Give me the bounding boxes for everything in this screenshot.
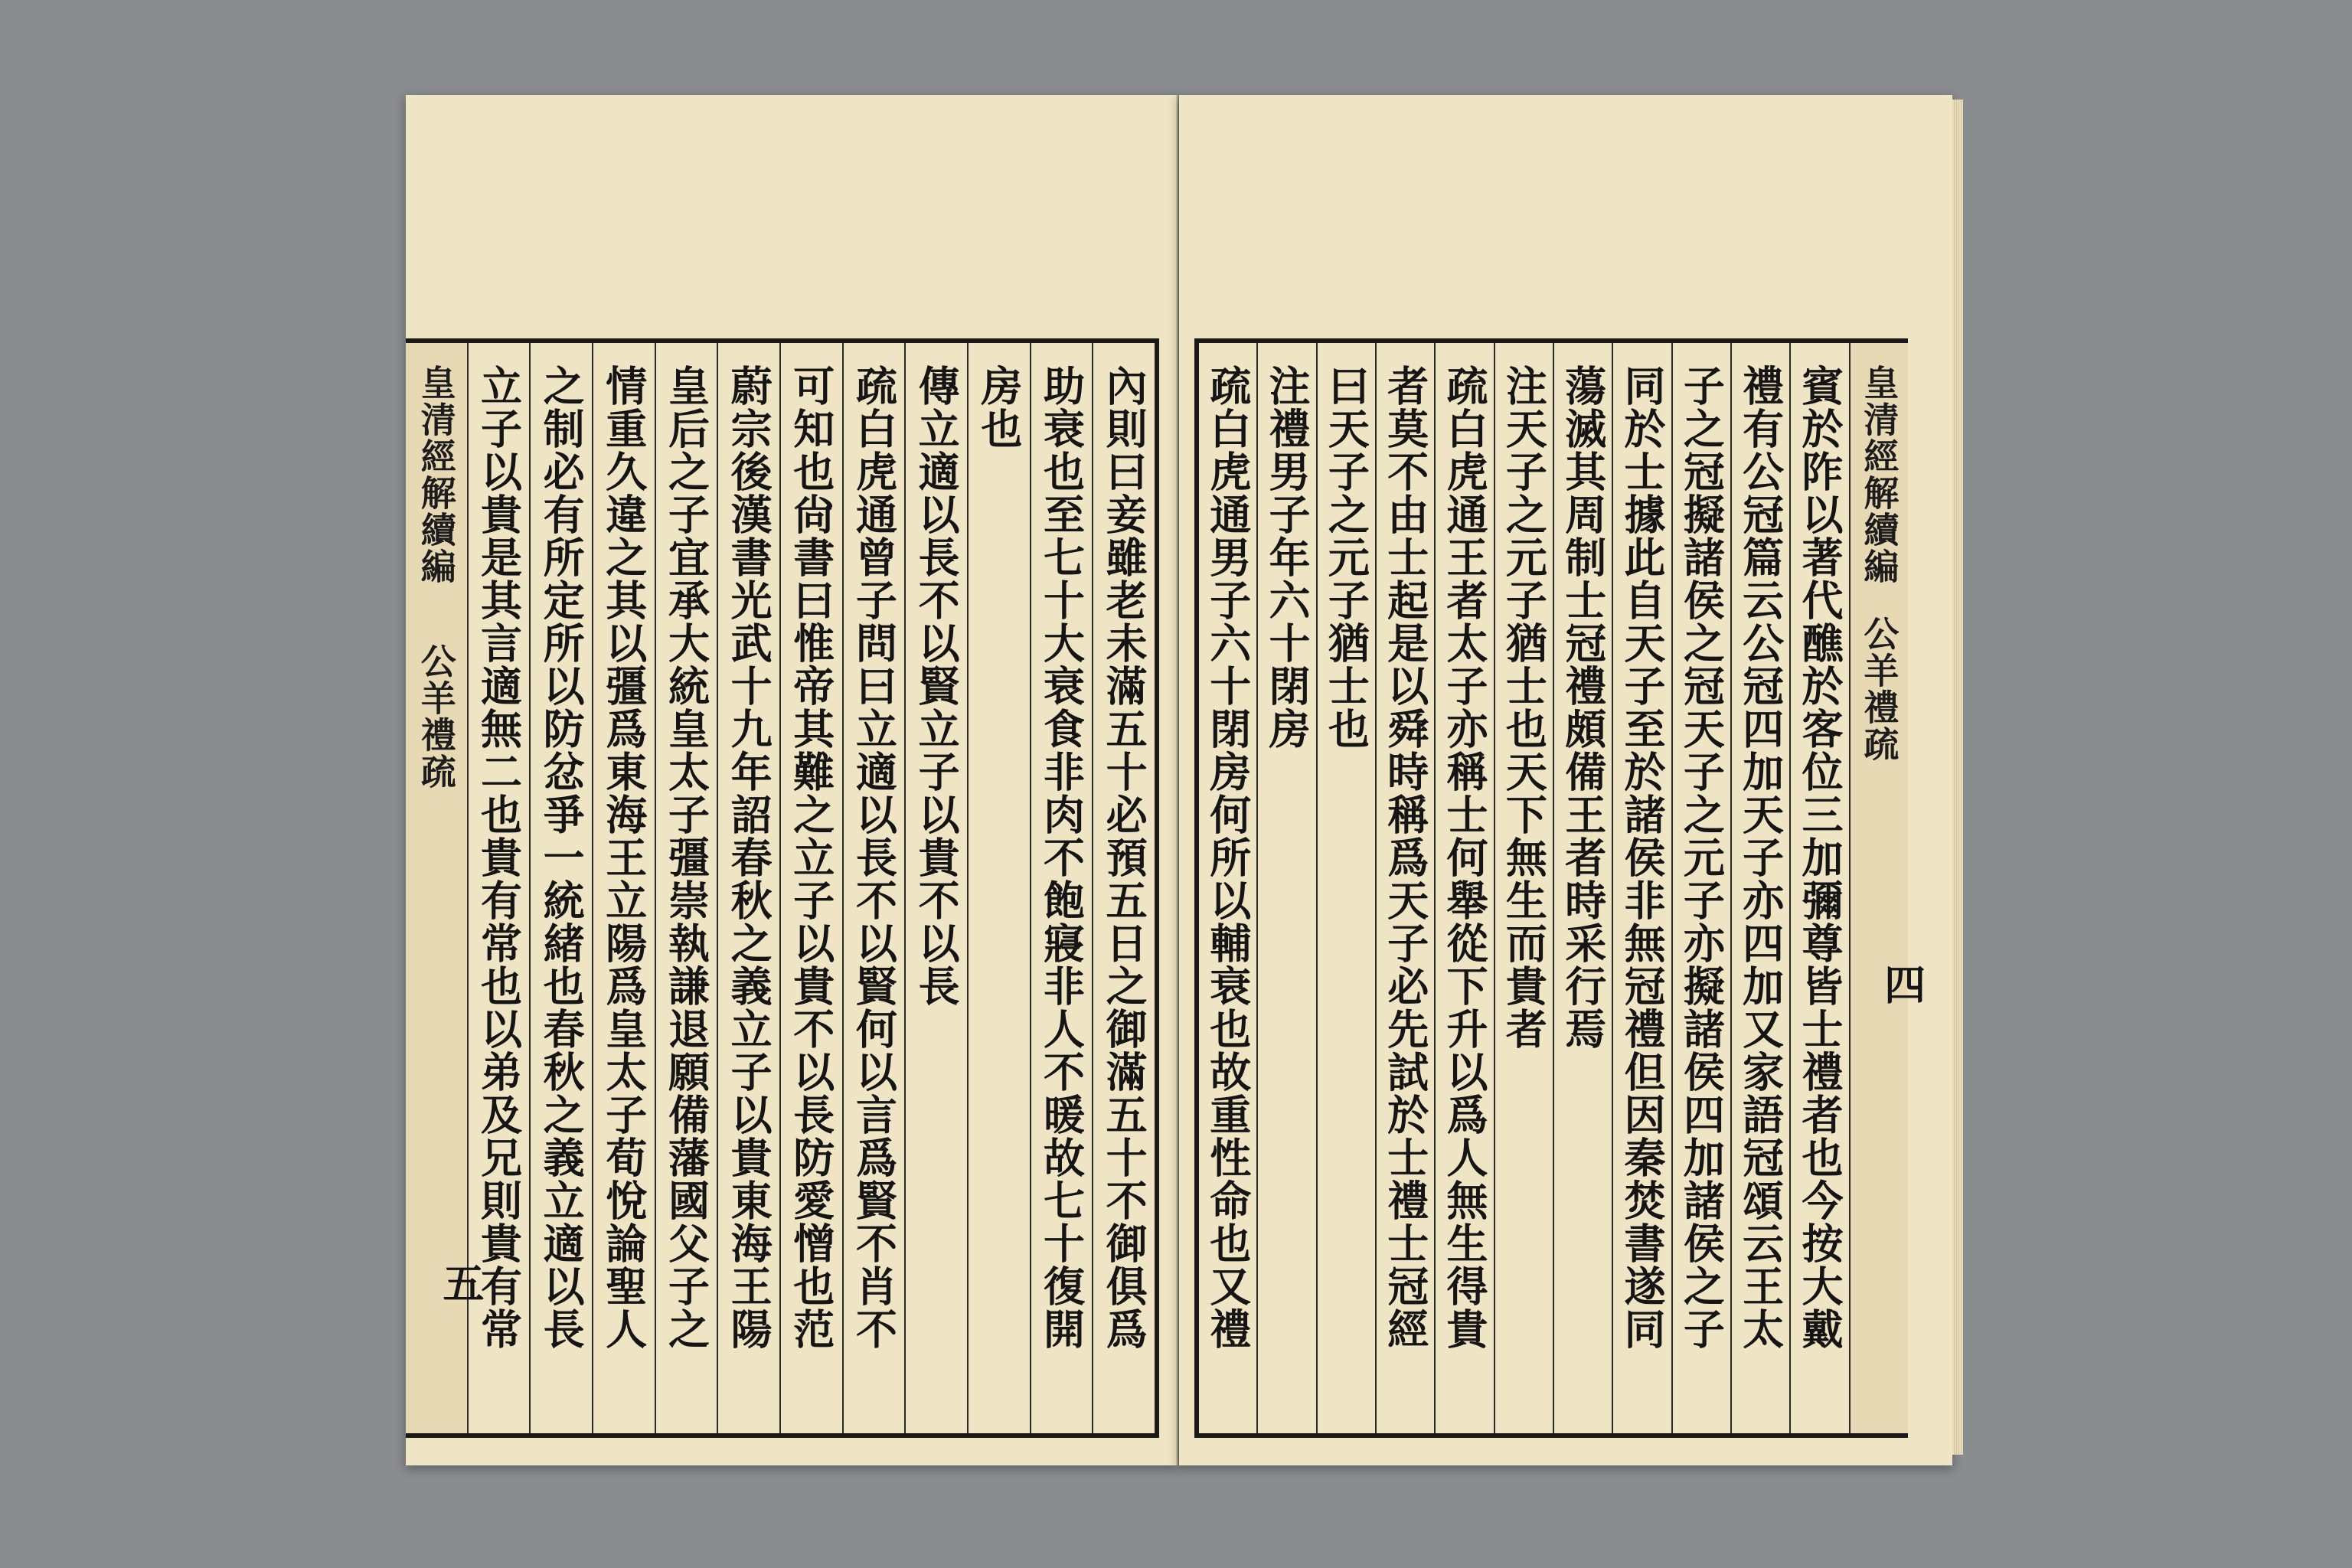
left-column-text: 傳立適以長不以賢立子以貴不以長 [912,364,962,1008]
left-column-text: 之制必有所定所以防忿爭一統緒也春秋之義立適以長 [537,364,586,1351]
right-column-text: 者莫不由士起是以舜時稱爲天子必先試於士禮士冠經 [1380,364,1430,1351]
right-text-frame [1194,338,1927,1438]
left-column-text: 立子以貴是其言適無二也貴有常也以弟及兄則貴有常 [474,364,524,1351]
right-column-text: 疏白虎通王者太子亦稱士何舉從下升以爲人無生得貴 [1440,364,1490,1351]
left-text-column [529,343,592,1433]
right-text-column [1553,343,1612,1433]
right-text-column [1375,343,1434,1433]
page-edge-stack [1952,100,1963,1455]
left-text-frame [406,338,1159,1438]
right-text-column [1199,343,1256,1433]
left-text-column [655,343,717,1433]
right-column-text: 子之冠擬諸侯之冠天子之元子亦擬諸侯四加諸侯之子 [1677,364,1726,1351]
right-column-text: 賓於阼以著代醮於客位三加彌尊皆士禮者也今按大戴 [1795,364,1844,1351]
left-text-column [967,343,1030,1433]
left-margin-title: 皇清經解續編 [415,364,457,585]
right-text-column [1789,343,1848,1433]
left-page [406,95,1178,1465]
left-column-text: 情重久違之其以彊爲東海王立陽爲皇太子荀悅論聖人 [599,364,648,1351]
right-margin-title: 皇清經解續編 [1858,364,1900,585]
right-text-column [1494,343,1553,1433]
left-text-column [1092,343,1155,1433]
right-text-column [1671,343,1730,1433]
right-column-text: 蕩滅其周制士冠禮頗備王者時采行焉 [1558,364,1608,1050]
left-text-column [592,343,655,1433]
left-folio-number: 五 [436,1262,485,1303]
left-column-text: 可知也尙書曰惟帝其難之立子以貴不以長防愛憎也范 [786,364,836,1351]
left-margin-section: 公羊禮疏 [415,643,457,791]
right-column-text: 禮有公冠篇云公冠四加天子亦四加又家語冠頌云王太 [1736,364,1785,1351]
left-column-text: 皇后之子宜承大統皇太子彊崇執謙退願備藩國父子之 [662,364,711,1351]
left-column-text: 疏白虎通曾子問曰立適以長不以賢何以言爲賢不肖不 [849,364,899,1351]
left-text-column [779,343,842,1433]
right-text-column [1434,343,1493,1433]
right-column-text: 注禮男子年六十閉房 [1263,364,1312,750]
left-column-text: 房也 [974,364,1024,450]
right-margin-section: 公羊禮疏 [1858,616,1900,763]
right-folio-number: 四 [1877,963,1927,1004]
right-text-column [1612,343,1671,1433]
left-text-column [842,343,905,1433]
left-text-column [717,343,779,1433]
left-text-column [904,343,967,1433]
right-text-column [1730,343,1789,1433]
left-column-text: 內則曰妾雖老未滿五十必預五日之御滿五十不御俱爲 [1099,364,1149,1351]
open-book [406,95,1952,1473]
left-text-column [1030,343,1093,1433]
left-column-text: 蔚宗後漢書光武十九年詔春秋之義立子以貴東海王陽 [724,364,774,1351]
right-column-text: 同於士據此自天子至於諸侯非無冠禮但因秦焚書遂同 [1618,364,1668,1351]
right-page [1179,95,1952,1465]
right-margin-column [1849,343,1927,1433]
left-column-text: 助衰也至七十大衰食非肉不飽寢非人不暖故七十復開 [1037,364,1086,1351]
right-text-column [1316,343,1375,1433]
right-column-text: 注天子之元子猶士也天下無生而貴者 [1499,364,1549,1050]
right-text-column [1256,343,1315,1433]
left-margin-column [406,343,485,1433]
right-column-text: 曰天子之元子猶士也 [1321,364,1371,750]
right-column-text: 疏白虎通男子六十閉房何所以輔衰也故重性命也又禮 [1203,364,1253,1351]
